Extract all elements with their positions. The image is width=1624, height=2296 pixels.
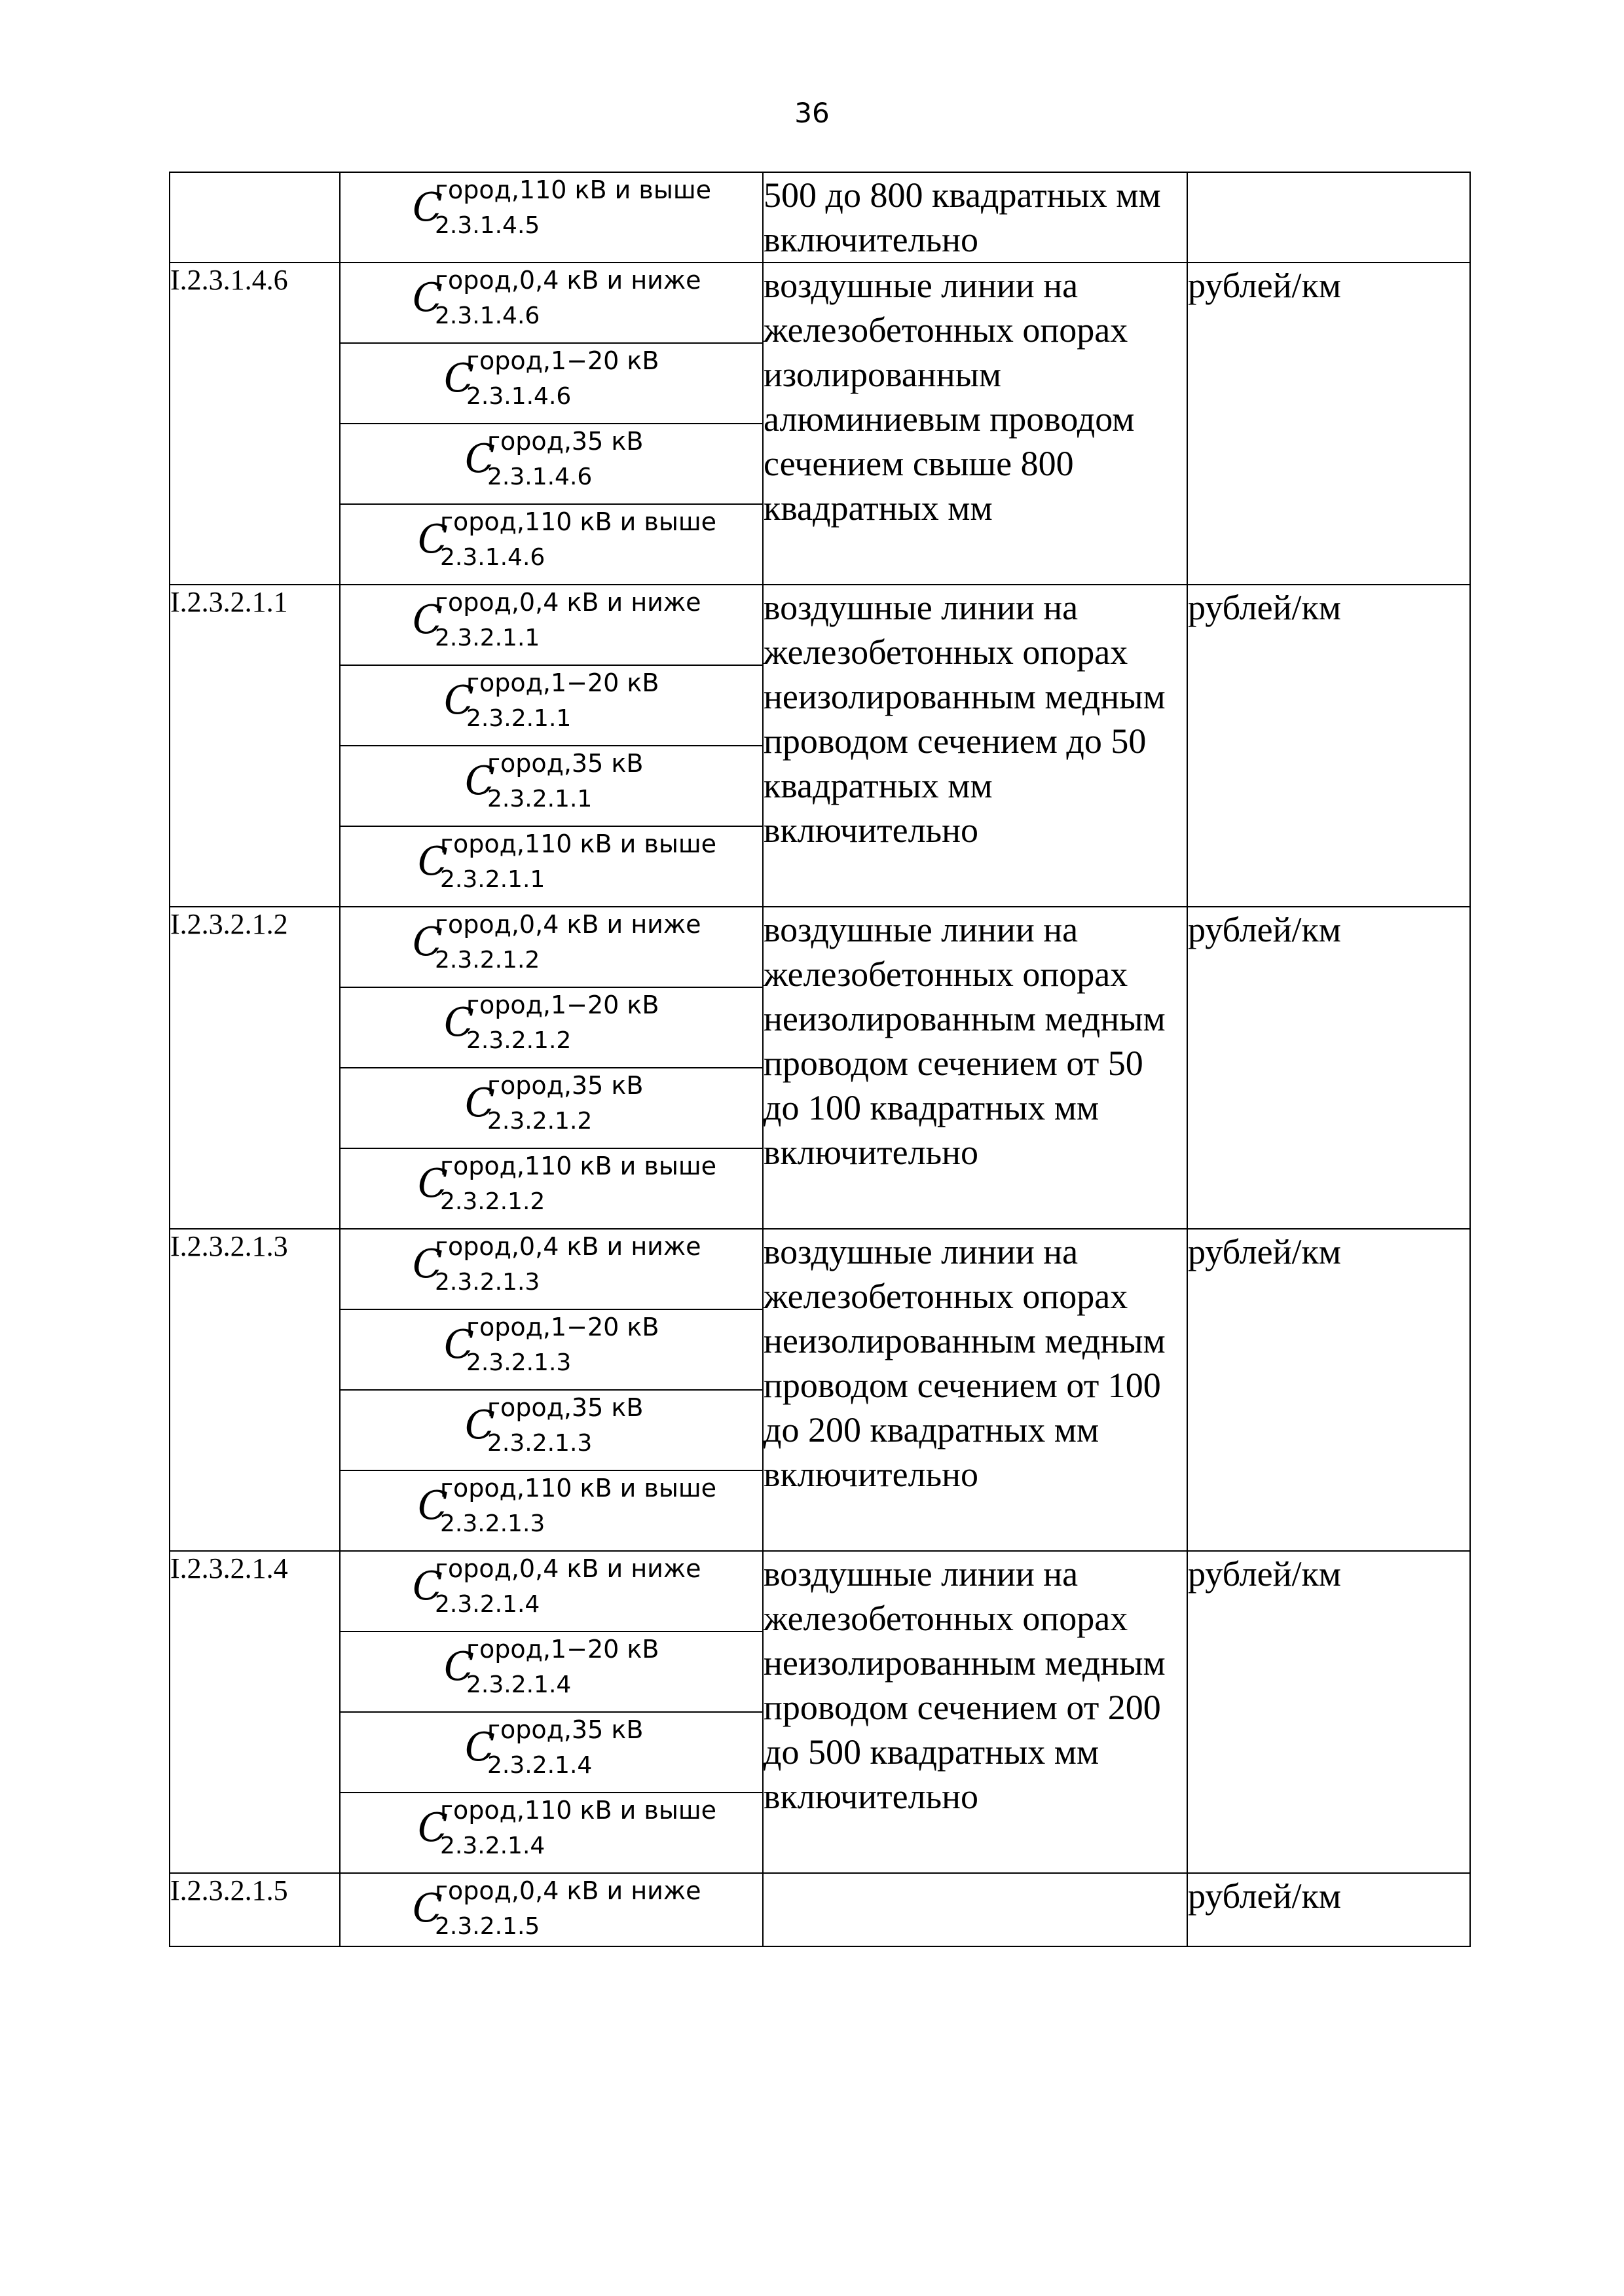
symbol-cell bbox=[340, 1068, 763, 1148]
symbol-subscript: 2.3.1.4.6 bbox=[440, 544, 545, 571]
symbol-base: C bbox=[465, 758, 495, 804]
symbol-cell bbox=[340, 1631, 763, 1712]
symbol-subscript: 2.3.1.4.5 bbox=[435, 212, 540, 239]
symbol-cell bbox=[340, 1309, 763, 1390]
symbol-superscript: город,110 кВ и выше bbox=[440, 507, 716, 536]
symbol-subscript: 2.3.2.1.3 bbox=[440, 1510, 545, 1537]
symbol-subscript: 2.3.2.1.1 bbox=[440, 866, 545, 893]
symbol-cell bbox=[340, 826, 763, 907]
row-code: I.2.3.2.1.5 bbox=[170, 1873, 340, 1946]
symbol-base: C bbox=[444, 355, 474, 401]
symbol-cell bbox=[340, 665, 763, 746]
row-unit: рублей/км bbox=[1187, 585, 1470, 907]
symbol-cell bbox=[340, 1470, 763, 1551]
symbol-cell bbox=[340, 746, 763, 826]
symbol-superscript: город,1−20 кВ bbox=[466, 1313, 659, 1341]
symbol-base: C bbox=[444, 678, 474, 723]
table-row bbox=[170, 1229, 1470, 1309]
symbol-cell bbox=[340, 504, 763, 585]
symbol-subscript: 2.3.2.1.5 bbox=[435, 1913, 540, 1940]
tariff-table bbox=[169, 172, 1471, 1947]
symbol-superscript: город,0,4 кВ и ниже bbox=[435, 1876, 701, 1905]
symbol-base: C bbox=[413, 1563, 443, 1609]
symbol-subscript: 2.3.2.1.2 bbox=[440, 1188, 545, 1215]
symbol-subscript: 2.3.2.1.4 bbox=[440, 1832, 545, 1859]
symbol-cell bbox=[340, 1148, 763, 1229]
row-code: I.2.3.2.1.4 bbox=[170, 1551, 340, 1873]
symbol-cell bbox=[340, 1229, 763, 1309]
symbol-superscript: город,110 кВ и выше bbox=[435, 175, 711, 204]
row-description: воздушные линии на железобетонных опорах изолированным алюминиевым проводом сечением свыше 800 квадратных мм bbox=[763, 263, 1187, 585]
symbol-subscript: 2.3.2.1.1 bbox=[466, 705, 572, 732]
symbol-superscript: город,35 кВ bbox=[487, 1715, 644, 1744]
symbol-cell bbox=[340, 907, 763, 987]
row-description bbox=[763, 1873, 1187, 1946]
symbol-superscript: город,0,4 кВ и ниже bbox=[435, 910, 701, 939]
table-row bbox=[170, 263, 1470, 343]
row-description: воздушные линии на железобетонных опорах неизолированным медным проводом сечением от 50 до 100 квадратных мм включительно bbox=[763, 907, 1187, 1229]
symbol-superscript: город,0,4 кВ и ниже bbox=[435, 588, 701, 617]
symbol-superscript: город,1−20 кВ bbox=[466, 668, 659, 697]
symbol-base: C bbox=[465, 1724, 495, 1770]
symbol-base: C bbox=[444, 1000, 474, 1046]
symbol-subscript: 2.3.2.1.1 bbox=[435, 625, 540, 651]
symbol-base: C bbox=[418, 1805, 448, 1851]
symbol-superscript: город,110 кВ и выше bbox=[440, 829, 716, 858]
row-unit: рублей/км bbox=[1187, 1873, 1470, 1946]
row-description: 500 до 800 квадратных мм включительно bbox=[763, 172, 1187, 263]
symbol-base: C bbox=[413, 919, 443, 965]
symbol-cell bbox=[340, 1551, 763, 1631]
symbol-superscript: город,35 кВ bbox=[487, 427, 644, 456]
symbol-cell bbox=[340, 1873, 763, 1946]
row-unit: рублей/км bbox=[1187, 1551, 1470, 1873]
symbol-superscript: город,1−20 кВ bbox=[466, 1635, 659, 1664]
symbol-subscript: 2.3.1.4.6 bbox=[435, 302, 540, 329]
symbol-subscript: 2.3.2.1.4 bbox=[435, 1591, 540, 1618]
row-unit: рублей/км bbox=[1187, 907, 1470, 1229]
symbol-base: C bbox=[465, 436, 495, 482]
symbol-cell bbox=[340, 1793, 763, 1873]
symbol-superscript: город,110 кВ и выше bbox=[440, 1152, 716, 1180]
symbol-subscript: 2.3.2.1.3 bbox=[435, 1269, 540, 1296]
symbol-base: C bbox=[465, 1402, 495, 1448]
symbol-base: C bbox=[413, 1886, 443, 1931]
symbol-superscript: город,35 кВ bbox=[487, 1071, 644, 1100]
symbol-base: C bbox=[444, 1322, 474, 1368]
symbol-subscript: 2.3.2.1.2 bbox=[435, 947, 540, 974]
symbol-base: C bbox=[413, 1241, 443, 1287]
symbol-subscript: 2.3.2.1.1 bbox=[487, 786, 593, 812]
row-code: I.2.3.2.1.2 bbox=[170, 907, 340, 1229]
table-row bbox=[170, 1551, 1470, 1631]
symbol-superscript: город,0,4 кВ и ниже bbox=[435, 1232, 701, 1261]
row-unit: рублей/км bbox=[1187, 263, 1470, 585]
symbol-superscript: город,110 кВ и выше bbox=[440, 1474, 716, 1503]
row-description: воздушные линии на железобетонных опорах неизолированным медным проводом сечением от 200 до 500 квадратных мм включительно bbox=[763, 1551, 1187, 1873]
symbol-subscript: 2.3.2.1.2 bbox=[466, 1027, 572, 1054]
symbol-base: C bbox=[418, 839, 448, 884]
symbol-base: C bbox=[465, 1080, 495, 1126]
row-code: I.2.3.2.1.3 bbox=[170, 1229, 340, 1551]
symbol-base: C bbox=[418, 517, 448, 562]
symbol-base: C bbox=[418, 1483, 448, 1529]
symbol-cell bbox=[340, 343, 763, 424]
symbol-subscript: 2.3.2.1.2 bbox=[487, 1108, 593, 1135]
symbol-superscript: город,0,4 кВ и ниже bbox=[435, 1554, 701, 1583]
symbol-cell bbox=[340, 263, 763, 343]
symbol-cell bbox=[340, 172, 763, 263]
symbol-base: C bbox=[413, 275, 443, 321]
symbol-base: C bbox=[418, 1161, 448, 1207]
symbol-base: C bbox=[444, 1644, 474, 1690]
symbol-cell bbox=[340, 987, 763, 1068]
symbol-superscript: город,1−20 кВ bbox=[466, 346, 659, 375]
table-row bbox=[170, 585, 1470, 665]
symbol-superscript: город,0,4 кВ и ниже bbox=[435, 266, 701, 295]
symbol-superscript: город,35 кВ bbox=[487, 749, 644, 778]
symbol-cell bbox=[340, 585, 763, 665]
row-code: I.2.3.2.1.1 bbox=[170, 585, 340, 907]
symbol-superscript: город,35 кВ bbox=[487, 1393, 644, 1422]
row-description: воздушные линии на железобетонных опорах неизолированным медным проводом сечением от 100 до 200 квадратных мм включительно bbox=[763, 1229, 1187, 1551]
symbol-subscript: 2.3.2.1.3 bbox=[466, 1349, 572, 1376]
symbol-base: C bbox=[413, 185, 443, 230]
symbol-base: C bbox=[413, 597, 443, 643]
symbol-superscript: город,1−20 кВ bbox=[466, 991, 659, 1019]
table-row bbox=[170, 1873, 1470, 1946]
row-code bbox=[170, 172, 340, 263]
symbol-subscript: 2.3.2.1.4 bbox=[487, 1752, 593, 1779]
row-description: воздушные линии на железобетонных опорах неизолированным медным проводом сечением до 50 квадратных мм включительно bbox=[763, 585, 1187, 907]
symbol-subscript: 2.3.2.1.4 bbox=[466, 1671, 572, 1698]
symbol-cell bbox=[340, 1390, 763, 1470]
symbol-cell bbox=[340, 424, 763, 504]
table-row bbox=[170, 172, 1470, 263]
table-row bbox=[170, 907, 1470, 987]
symbol-cell bbox=[340, 1712, 763, 1793]
symbol-subscript: 2.3.1.4.6 bbox=[466, 383, 572, 410]
row-unit: рублей/км bbox=[1187, 1229, 1470, 1551]
page-number: 36 bbox=[794, 97, 830, 129]
symbol-subscript: 2.3.2.1.3 bbox=[487, 1430, 593, 1457]
tariff-table-body bbox=[170, 172, 1470, 1946]
row-code: I.2.3.1.4.6 bbox=[170, 263, 340, 585]
row-unit bbox=[1187, 172, 1470, 263]
symbol-subscript: 2.3.1.4.6 bbox=[487, 464, 593, 490]
symbol-superscript: город,110 кВ и выше bbox=[440, 1796, 716, 1825]
